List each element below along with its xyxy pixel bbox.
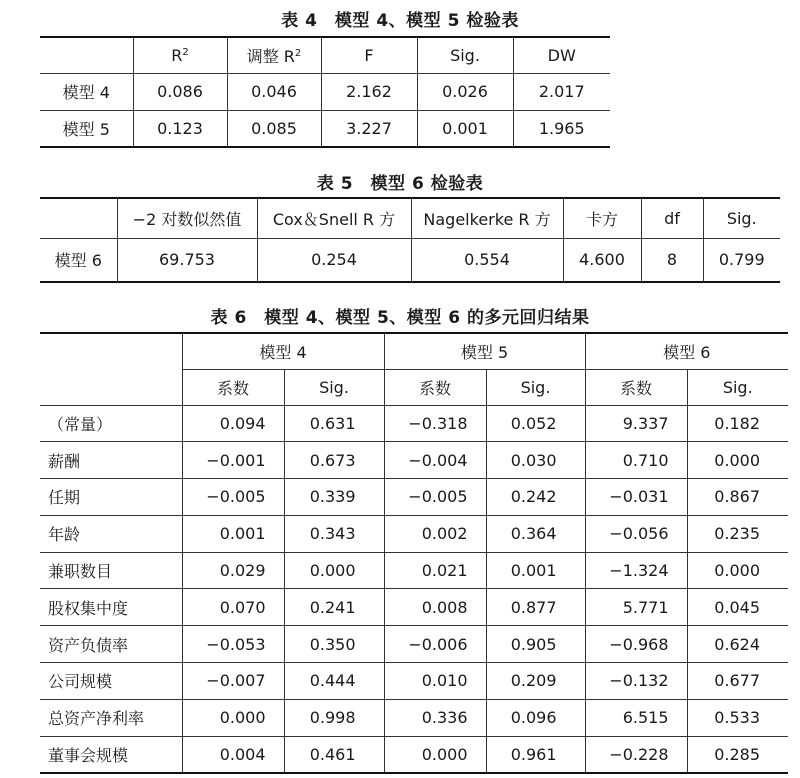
table4-header-dw: DW xyxy=(513,37,610,73)
coef-cell: −0.318 xyxy=(384,405,486,442)
table-row xyxy=(40,552,788,589)
coef-cell: 0.336 xyxy=(384,699,486,736)
row-label: 模型 4 xyxy=(40,73,133,110)
sig-cell: 0.242 xyxy=(486,479,585,516)
table-row xyxy=(40,626,788,663)
cell: 0.799 xyxy=(703,238,780,282)
coef-cell: −0.228 xyxy=(585,736,687,773)
table-row xyxy=(40,405,788,442)
row-label: 兼职数目 xyxy=(40,552,182,589)
table6 xyxy=(40,332,788,774)
sig-cell: 0.867 xyxy=(687,479,788,516)
sig-cell: 0.444 xyxy=(284,663,384,700)
sig-cell: 0.045 xyxy=(687,589,788,626)
row-label: 总资产净利率 xyxy=(40,699,182,736)
sig-cell: 0.677 xyxy=(687,663,788,700)
coef-cell: −0.053 xyxy=(182,626,284,663)
table5-header-chisq: 卡方 xyxy=(563,198,641,238)
sig-cell: 0.343 xyxy=(284,515,384,552)
table6-group-header-row xyxy=(40,333,788,369)
table5 xyxy=(40,197,780,283)
table-row xyxy=(40,479,788,516)
coef-cell: 0.004 xyxy=(182,736,284,773)
row-label: 年龄 xyxy=(40,515,182,552)
coef-cell: 0.001 xyxy=(182,515,284,552)
sig-cell: 0.877 xyxy=(486,589,585,626)
table4 xyxy=(40,36,610,148)
row-label: （常量） xyxy=(40,405,182,442)
sig-cell: 0.030 xyxy=(486,442,585,479)
coef-cell: 5.771 xyxy=(585,589,687,626)
cell: 69.753 xyxy=(117,238,257,282)
sig-cell: 0.209 xyxy=(486,663,585,700)
table5-header-nagelkerke: Nagelkerke R 方 xyxy=(411,198,563,238)
sig-cell: 0.182 xyxy=(687,405,788,442)
coef-cell: 0.002 xyxy=(384,515,486,552)
sig-cell: 0.461 xyxy=(284,736,384,773)
cell: 0.001 xyxy=(417,110,513,147)
table4-header-adj-r2: 调整 $R^2$ xyxy=(227,37,321,73)
table-row xyxy=(40,663,788,700)
coef-cell: −0.006 xyxy=(384,626,486,663)
table6-header-empty xyxy=(40,333,182,405)
coef-cell: 0.021 xyxy=(384,552,486,589)
coef-cell: −0.005 xyxy=(384,479,486,516)
coef-cell: −0.007 xyxy=(182,663,284,700)
table-row xyxy=(40,736,788,773)
cell: 0.086 xyxy=(133,73,227,110)
row-label: 董事会规模 xyxy=(40,736,182,773)
row-label: 模型 6 xyxy=(40,238,117,282)
coef-cell: 0.070 xyxy=(182,589,284,626)
cell: 0.085 xyxy=(227,110,321,147)
sig-cell: 0.052 xyxy=(486,405,585,442)
row-label: 公司规模 xyxy=(40,663,182,700)
table6-group-model6: 模型 6 xyxy=(585,333,788,369)
sig-cell: 0.998 xyxy=(284,699,384,736)
row-label: 薪酬 xyxy=(40,442,182,479)
table5-header-sig: Sig. xyxy=(703,198,780,238)
coef-cell: 0.000 xyxy=(384,736,486,773)
sig-cell: 0.241 xyxy=(284,589,384,626)
coef-cell: 9.337 xyxy=(585,405,687,442)
sig-cell: 0.961 xyxy=(486,736,585,773)
table4-header-r2: $R^2$ xyxy=(133,37,227,73)
cell: 2.162 xyxy=(321,73,417,110)
sig-cell: 0.000 xyxy=(687,442,788,479)
table-row xyxy=(40,110,610,147)
table6-subheader-coef: 系数 xyxy=(384,369,486,405)
cell: 2.017 xyxy=(513,73,610,110)
cell: 3.227 xyxy=(321,110,417,147)
cell: 8 xyxy=(641,238,703,282)
coef-cell: −0.005 xyxy=(182,479,284,516)
cell: 1.965 xyxy=(513,110,610,147)
table-row xyxy=(40,589,788,626)
table6-subheader-coef: 系数 xyxy=(182,369,284,405)
coef-cell: −0.031 xyxy=(585,479,687,516)
table5-caption: 表 5 模型 6 检验表 xyxy=(316,174,484,194)
table6-subheader-sig: Sig. xyxy=(284,369,384,405)
sig-cell: 0.364 xyxy=(486,515,585,552)
sig-cell: 0.096 xyxy=(486,699,585,736)
table-row xyxy=(40,73,610,110)
sig-cell: 0.001 xyxy=(486,552,585,589)
table6-subheader-coef: 系数 xyxy=(585,369,687,405)
table4-header-empty xyxy=(40,37,133,73)
coef-cell: 0.000 xyxy=(182,699,284,736)
table5-header-coxsnell: Cox＆Snell R 方 xyxy=(257,198,411,238)
row-label: 股权集中度 xyxy=(40,589,182,626)
coef-cell: 0.029 xyxy=(182,552,284,589)
coef-cell: 6.515 xyxy=(585,699,687,736)
table-row xyxy=(40,515,788,552)
cell: 4.600 xyxy=(563,238,641,282)
sig-cell: 0.285 xyxy=(687,736,788,773)
coef-cell: 0.008 xyxy=(384,589,486,626)
coef-cell: −0.056 xyxy=(585,515,687,552)
table6-group-model5: 模型 5 xyxy=(384,333,585,369)
coef-cell: 0.094 xyxy=(182,405,284,442)
table4-header-sig: Sig. xyxy=(417,37,513,73)
table5-header-loglik: −2 对数似然值 xyxy=(117,198,257,238)
coef-cell: −0.132 xyxy=(585,663,687,700)
table-row xyxy=(40,442,788,479)
sig-cell: 0.350 xyxy=(284,626,384,663)
row-label: 资产负债率 xyxy=(40,626,182,663)
cell: 0.254 xyxy=(257,238,411,282)
sig-cell: 0.235 xyxy=(687,515,788,552)
sig-cell: 0.000 xyxy=(687,552,788,589)
table-row xyxy=(40,238,780,282)
table5-header-row xyxy=(40,198,780,238)
table6-subheader-sig: Sig. xyxy=(486,369,585,405)
sig-cell: 0.624 xyxy=(687,626,788,663)
table5-header-empty xyxy=(40,198,117,238)
sig-cell: 0.533 xyxy=(687,699,788,736)
cell: 0.554 xyxy=(411,238,563,282)
table4-caption: 表 4 模型 4、模型 5 检验表 xyxy=(281,11,519,31)
cell: 0.026 xyxy=(417,73,513,110)
sig-cell: 0.631 xyxy=(284,405,384,442)
sig-cell: 0.673 xyxy=(284,442,384,479)
coef-cell: −0.001 xyxy=(182,442,284,479)
sig-cell: 0.000 xyxy=(284,552,384,589)
cell: 0.046 xyxy=(227,73,321,110)
coef-cell: −1.324 xyxy=(585,552,687,589)
table4-header-f: F xyxy=(321,37,417,73)
table6-caption: 表 6 模型 4、模型 5、模型 6 的多元回归结果 xyxy=(210,308,590,328)
table5-header-df: df xyxy=(641,198,703,238)
row-label: 模型 5 xyxy=(40,110,133,147)
coef-cell: −0.968 xyxy=(585,626,687,663)
coef-cell: 0.010 xyxy=(384,663,486,700)
coef-cell: −0.004 xyxy=(384,442,486,479)
table-row xyxy=(40,699,788,736)
table4-header-row xyxy=(40,37,610,73)
sig-cell: 0.905 xyxy=(486,626,585,663)
coef-cell: 0.710 xyxy=(585,442,687,479)
cell: 0.123 xyxy=(133,110,227,147)
table6-group-model4: 模型 4 xyxy=(182,333,384,369)
table6-subheader-sig: Sig. xyxy=(687,369,788,405)
row-label: 任期 xyxy=(40,479,182,516)
sig-cell: 0.339 xyxy=(284,479,384,516)
